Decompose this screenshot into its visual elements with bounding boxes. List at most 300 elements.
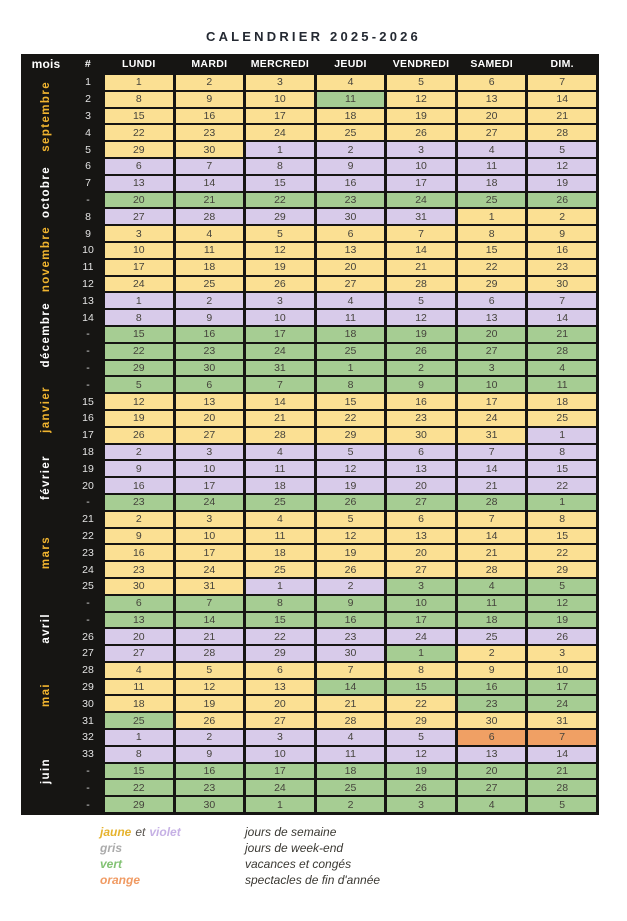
day-cell: 25 (246, 562, 314, 577)
day-cell: 17 (458, 394, 526, 409)
day-cell: 28 (458, 495, 526, 510)
legend-word-plain: et (135, 825, 146, 840)
day-cell: 23 (387, 411, 455, 426)
day-cell: 28 (528, 125, 596, 140)
day-cell: 29 (105, 142, 173, 157)
day-cell: 12 (317, 461, 385, 476)
week-number: 8 (85, 210, 91, 223)
week-number: 27 (82, 647, 94, 660)
day-cell: 16 (317, 176, 385, 191)
week-number: 13 (82, 294, 94, 307)
day-cell: 2 (387, 361, 455, 376)
day-cell: 12 (105, 394, 173, 409)
day-cell: 28 (528, 344, 596, 359)
legend-color-words (100, 856, 245, 872)
day-cell: 1 (246, 579, 314, 594)
day-cell: 13 (105, 613, 173, 628)
day-cell: 30 (105, 579, 173, 594)
day-cell: 25 (105, 713, 173, 728)
day-cell: 20 (317, 260, 385, 275)
day-cell: 12 (387, 310, 455, 325)
day-cell: 4 (317, 75, 385, 90)
day-cell: 15 (246, 176, 314, 191)
day-cell: 1 (246, 142, 314, 157)
week-number: 2 (85, 93, 91, 106)
day-cell: 9 (176, 747, 244, 762)
day-cell: 12 (387, 92, 455, 107)
day-cell: 24 (246, 344, 314, 359)
day-cell: 9 (105, 529, 173, 544)
column-header-mardi: MARDI (191, 57, 228, 70)
day-cell: 8 (528, 512, 596, 527)
month-label-text: octobre (40, 165, 52, 218)
day-cell: 1 (105, 730, 173, 745)
day-cell: 3 (176, 512, 244, 527)
week-number: 6 (85, 160, 91, 173)
day-cell: 28 (246, 428, 314, 443)
day-cell: 26 (317, 562, 385, 577)
legend-word-jaune: jaune (100, 825, 132, 840)
day-cell: 11 (105, 680, 173, 695)
week-number: 20 (82, 479, 94, 492)
week-number: 31 (82, 714, 94, 727)
day-cell: 15 (246, 613, 314, 628)
day-cell: 5 (387, 75, 455, 90)
legend (100, 824, 627, 888)
day-cell: 5 (528, 142, 596, 157)
day-cell: 29 (105, 797, 173, 812)
day-cell: 27 (387, 562, 455, 577)
day-cell: 10 (176, 529, 244, 544)
day-cell: 3 (105, 226, 173, 241)
day-cell: 10 (528, 663, 596, 678)
day-cell: 11 (317, 747, 385, 762)
day-cell: 3 (246, 730, 314, 745)
day-cell: 20 (105, 193, 173, 208)
day-cell: 21 (528, 327, 596, 342)
day-cell: 23 (176, 125, 244, 140)
week-number: - (86, 765, 90, 778)
day-cell: 5 (176, 663, 244, 678)
week-number: - (86, 798, 90, 811)
week-number: 24 (82, 563, 94, 576)
day-cell: 22 (246, 629, 314, 644)
day-cell: 10 (387, 159, 455, 174)
day-cell: 7 (458, 445, 526, 460)
week-number: 23 (82, 546, 94, 559)
day-cell: 18 (458, 176, 526, 191)
day-cell: 26 (387, 344, 455, 359)
day-cell: 13 (317, 243, 385, 258)
week-number: 19 (82, 462, 94, 475)
day-cell: 7 (528, 293, 596, 308)
week-number: 14 (82, 311, 94, 324)
day-cell: 13 (176, 394, 244, 409)
day-cell: 11 (528, 377, 596, 392)
day-cell: 10 (105, 243, 173, 258)
legend-description: vacances et congés (245, 857, 352, 872)
day-cell: 14 (458, 529, 526, 544)
day-cell: 9 (528, 226, 596, 241)
week-number: - (86, 193, 90, 206)
day-cell: 4 (458, 579, 526, 594)
day-cell: 12 (387, 747, 455, 762)
day-cell: 17 (246, 109, 314, 124)
day-cell: 17 (176, 478, 244, 493)
legend-description: spectacles de fin d'année (245, 873, 381, 888)
day-cell: 11 (246, 529, 314, 544)
day-cell: 13 (458, 310, 526, 325)
day-cell: 24 (246, 780, 314, 795)
day-cell: 30 (387, 428, 455, 443)
day-cell: 18 (458, 613, 526, 628)
day-cell: 27 (458, 344, 526, 359)
day-cell: 23 (105, 562, 173, 577)
day-cell: 1 (458, 209, 526, 224)
day-cell: 15 (387, 680, 455, 695)
day-cell: 26 (387, 780, 455, 795)
day-cell: 16 (528, 243, 596, 258)
week-number: - (86, 361, 90, 374)
legend-row (100, 856, 627, 872)
day-cell: 25 (458, 629, 526, 644)
day-cell: 2 (176, 293, 244, 308)
day-cell: 4 (246, 512, 314, 527)
day-cell: 21 (528, 109, 596, 124)
day-cell: 24 (387, 193, 455, 208)
column-header-lundi: LUNDI (121, 57, 156, 70)
day-cell: 29 (246, 646, 314, 661)
day-cell: 6 (317, 226, 385, 241)
day-cell: 4 (176, 226, 244, 241)
day-cell: 18 (176, 260, 244, 275)
day-cell: 11 (317, 310, 385, 325)
day-cell: 25 (246, 495, 314, 510)
day-cell: 14 (317, 680, 385, 695)
day-cell: 3 (528, 646, 596, 661)
week-number: 18 (82, 445, 94, 458)
day-cell: 19 (528, 613, 596, 628)
day-cell: 26 (105, 428, 173, 443)
day-cell: 6 (387, 445, 455, 460)
day-cell: 19 (387, 764, 455, 779)
day-cell: 22 (387, 696, 455, 711)
day-cell: 7 (176, 159, 244, 174)
month-label-fevrier (21, 445, 71, 510)
day-cell: 18 (105, 696, 173, 711)
day-cell: 6 (246, 663, 314, 678)
day-cell: 17 (387, 613, 455, 628)
week-number: - (86, 378, 90, 391)
day-cell: 2 (317, 579, 385, 594)
column-header-mercredi: MERCREDI (250, 57, 310, 70)
day-cell: 31 (246, 361, 314, 376)
day-cell: 19 (176, 696, 244, 711)
day-cell: 16 (105, 545, 173, 560)
month-label-text: février (40, 454, 52, 500)
day-cell: 26 (528, 629, 596, 644)
day-cell: 4 (317, 730, 385, 745)
day-cell: 24 (176, 495, 244, 510)
day-cell: 16 (387, 394, 455, 409)
day-cell: 25 (528, 411, 596, 426)
day-cell: 12 (246, 243, 314, 258)
day-cell: 10 (387, 596, 455, 611)
day-cell: 17 (528, 680, 596, 695)
day-cell: 10 (176, 461, 244, 476)
legend-word-gris: gris (100, 841, 123, 856)
day-cell: 22 (458, 260, 526, 275)
day-cell: 14 (387, 243, 455, 258)
day-cell: 16 (176, 109, 244, 124)
day-cell: 2 (105, 512, 173, 527)
day-cell: 14 (176, 176, 244, 191)
day-cell: 25 (317, 125, 385, 140)
day-cell: 9 (176, 310, 244, 325)
day-cell: 19 (246, 260, 314, 275)
day-cell: 3 (387, 797, 455, 812)
day-cell: 22 (105, 125, 173, 140)
week-number: 4 (85, 126, 91, 139)
day-cell: 22 (105, 780, 173, 795)
day-cell: 17 (176, 545, 244, 560)
day-cell: 4 (458, 142, 526, 157)
day-cell: 20 (387, 545, 455, 560)
day-cell: 22 (246, 193, 314, 208)
day-cell: 12 (528, 596, 596, 611)
week-number: 10 (82, 244, 94, 257)
month-label-janvier (21, 377, 71, 442)
day-cell: 5 (246, 226, 314, 241)
day-cell: 19 (105, 411, 173, 426)
day-cell: 4 (317, 293, 385, 308)
day-cell: 8 (387, 663, 455, 678)
day-cell: 26 (246, 277, 314, 292)
month-label-text: mai (40, 683, 52, 708)
day-cell: 7 (458, 512, 526, 527)
day-cell: 19 (387, 109, 455, 124)
day-cell: 9 (458, 663, 526, 678)
day-cell: 29 (105, 361, 173, 376)
day-cell: 15 (105, 764, 173, 779)
day-cell: 27 (246, 713, 314, 728)
day-cell: 14 (176, 613, 244, 628)
month-label-septembre (21, 75, 71, 157)
day-cell: 8 (246, 159, 314, 174)
week-number: 26 (82, 630, 94, 643)
week-number: 16 (82, 412, 94, 425)
month-label-text: novembre (40, 225, 52, 292)
day-cell: 5 (387, 730, 455, 745)
day-cell: 14 (528, 92, 596, 107)
day-cell: 22 (528, 545, 596, 560)
day-cell: 3 (246, 293, 314, 308)
week-number: 22 (82, 529, 94, 542)
day-cell: 21 (317, 696, 385, 711)
day-cell: 11 (176, 243, 244, 258)
day-cell: 26 (317, 495, 385, 510)
day-cell: 24 (246, 125, 314, 140)
legend-word-vert: vert (100, 857, 123, 872)
day-cell: 20 (105, 629, 173, 644)
day-cell: 1 (528, 428, 596, 443)
month-label-mai (21, 663, 71, 728)
month-label-text: janvier (40, 386, 52, 434)
day-cell: 3 (246, 75, 314, 90)
day-cell: 24 (458, 411, 526, 426)
month-label-mars (21, 512, 71, 594)
month-label-text: juin (40, 758, 52, 785)
day-cell: 9 (176, 92, 244, 107)
day-cell: 15 (317, 394, 385, 409)
day-cell: 23 (176, 344, 244, 359)
day-cell: 11 (246, 461, 314, 476)
day-cell: 25 (317, 780, 385, 795)
day-cell: 2 (528, 209, 596, 224)
day-cell: 1 (528, 495, 596, 510)
day-cell: 5 (317, 512, 385, 527)
day-cell: 21 (246, 411, 314, 426)
day-cell: 14 (528, 310, 596, 325)
month-label-avril (21, 596, 71, 661)
day-cell: 4 (458, 797, 526, 812)
day-cell: 1 (105, 293, 173, 308)
day-cell: 16 (458, 680, 526, 695)
day-cell: 6 (105, 596, 173, 611)
day-cell: 19 (317, 545, 385, 560)
day-cell: 20 (387, 478, 455, 493)
day-cell: 21 (458, 545, 526, 560)
day-cell: 31 (176, 579, 244, 594)
legend-description: jours de week-end (245, 841, 344, 856)
legend-color-words (100, 824, 245, 840)
day-cell: 7 (176, 596, 244, 611)
day-cell: 16 (176, 764, 244, 779)
day-cell: 22 (528, 478, 596, 493)
day-cell: 25 (458, 193, 526, 208)
day-cell: 28 (387, 277, 455, 292)
day-cell: 13 (458, 747, 526, 762)
day-cell: 5 (105, 377, 173, 392)
legend-color-words (100, 840, 245, 856)
day-cell: 15 (105, 327, 173, 342)
day-cell: 11 (317, 92, 385, 107)
week-number: 7 (85, 177, 91, 190)
day-cell: 3 (458, 361, 526, 376)
day-cell: 28 (317, 713, 385, 728)
day-cell: 29 (317, 428, 385, 443)
day-cell: 26 (176, 713, 244, 728)
day-cell: 7 (317, 663, 385, 678)
day-cell: 29 (458, 277, 526, 292)
week-number: 5 (85, 143, 91, 156)
column-header-mois: mois (31, 56, 61, 71)
week-number: 33 (82, 748, 94, 761)
week-number: 21 (82, 513, 94, 526)
day-cell: 8 (105, 310, 173, 325)
day-cell: 17 (246, 327, 314, 342)
day-cell: 21 (176, 629, 244, 644)
day-cell: 8 (105, 92, 173, 107)
day-cell: 21 (528, 764, 596, 779)
day-cell: 24 (528, 696, 596, 711)
day-cell: 25 (317, 344, 385, 359)
week-number: 1 (85, 76, 91, 89)
legend-color-words (100, 872, 245, 888)
day-cell: 30 (176, 361, 244, 376)
day-cell: 20 (458, 109, 526, 124)
day-cell: 6 (176, 377, 244, 392)
page-title: CALENDRIER 2025-2026 (205, 29, 421, 44)
legend-row (100, 824, 627, 840)
day-cell: 9 (317, 596, 385, 611)
day-cell: 4 (246, 445, 314, 460)
month-label-decembre (21, 293, 71, 375)
day-cell: 2 (176, 730, 244, 745)
day-cell: 3 (387, 579, 455, 594)
day-cell: 8 (528, 445, 596, 460)
day-cell: 9 (105, 461, 173, 476)
day-cell: 18 (246, 545, 314, 560)
day-cell: 5 (528, 579, 596, 594)
day-cell: 18 (317, 327, 385, 342)
day-cell: 30 (458, 713, 526, 728)
day-cell: 15 (458, 243, 526, 258)
day-cell: 13 (246, 680, 314, 695)
day-cell: 4 (105, 663, 173, 678)
week-number: 28 (82, 664, 94, 677)
day-cell: 12 (528, 159, 596, 174)
day-cell: 18 (246, 478, 314, 493)
day-cell: 26 (528, 193, 596, 208)
day-cell: 1 (105, 75, 173, 90)
day-cell: 13 (387, 529, 455, 544)
day-cell: 30 (317, 209, 385, 224)
week-number: 15 (82, 395, 94, 408)
day-cell: 26 (387, 125, 455, 140)
day-cell: 11 (458, 159, 526, 174)
column-header-samedi: SAMEDI (470, 57, 513, 70)
month-label-juin (21, 730, 71, 812)
day-cell: 27 (105, 646, 173, 661)
legend-description: jours de semaine (245, 825, 337, 840)
day-cell: 19 (387, 327, 455, 342)
day-cell: 15 (528, 461, 596, 476)
column-header-vendredi: VENDREDI (392, 57, 450, 70)
day-cell: 22 (105, 344, 173, 359)
day-cell: 8 (246, 596, 314, 611)
day-cell: 12 (317, 529, 385, 544)
day-cell: 20 (246, 696, 314, 711)
week-number: 12 (82, 277, 94, 290)
legend-row (100, 872, 627, 888)
day-cell: 10 (246, 310, 314, 325)
day-cell: 7 (387, 226, 455, 241)
day-cell: 6 (458, 730, 526, 745)
column-header-dim: DIM. (550, 57, 574, 70)
day-cell: 23 (105, 495, 173, 510)
day-cell: 1 (387, 646, 455, 661)
day-cell: 1 (246, 797, 314, 812)
day-cell: 2 (317, 142, 385, 157)
day-cell: 23 (317, 193, 385, 208)
day-cell: 17 (105, 260, 173, 275)
day-cell: 31 (387, 209, 455, 224)
day-cell: 30 (528, 277, 596, 292)
week-number: - (86, 781, 90, 794)
day-cell: 13 (458, 92, 526, 107)
day-cell: 31 (528, 713, 596, 728)
